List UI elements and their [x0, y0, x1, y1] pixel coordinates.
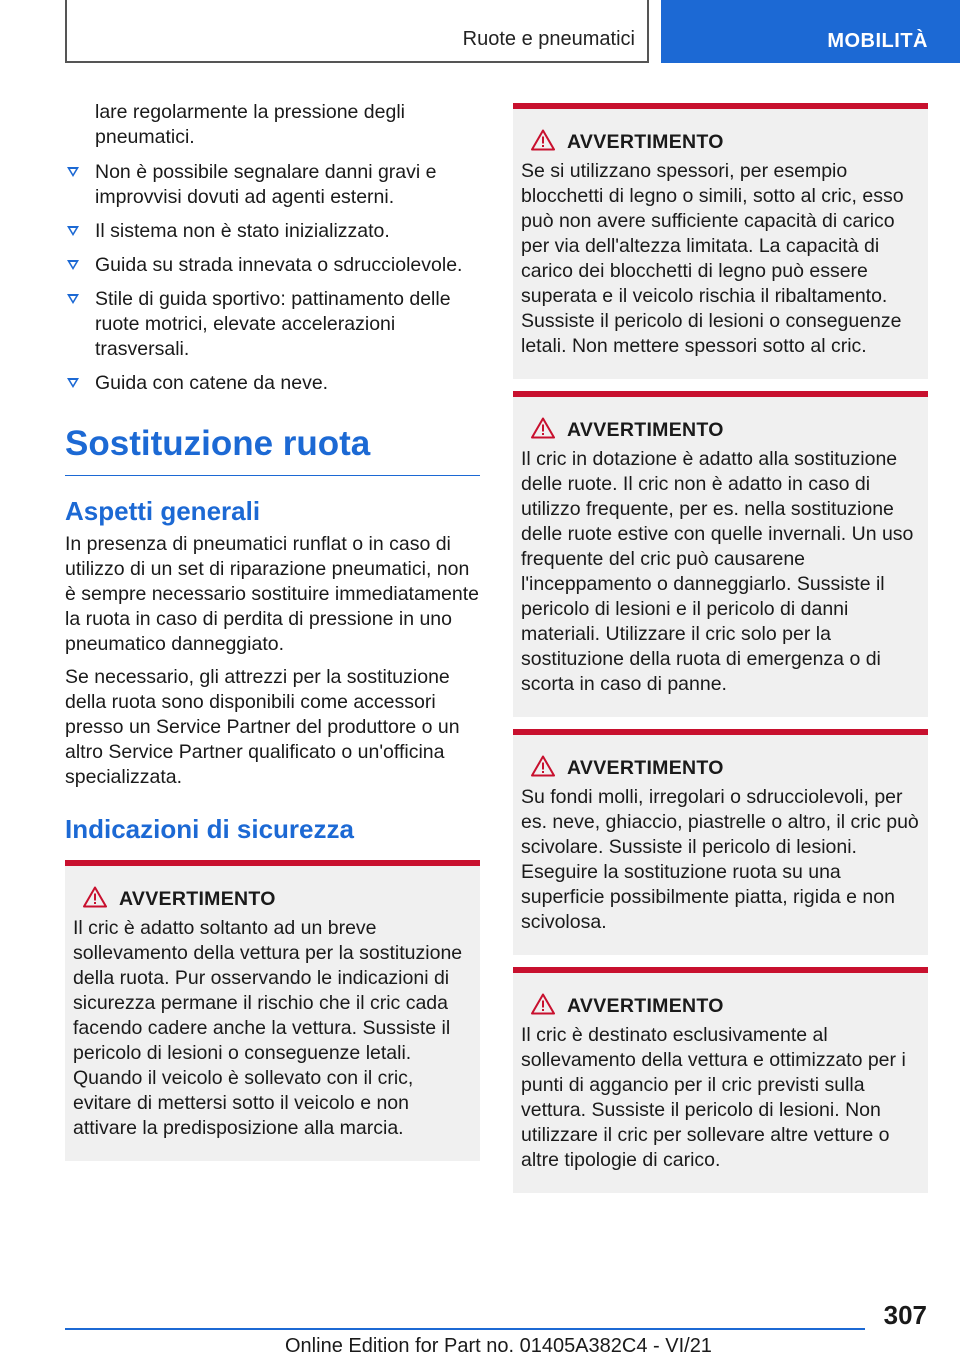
warning-box	[513, 391, 928, 717]
bullet-triangle-icon	[67, 294, 79, 304]
warning-body: Il cric è destinato esclusivamente al sollevamento della vettura e ottimizzato per i punti di aggancio per il cric previsti sulla vettura. Sussiste il pericolo di lesioni. Non utilizzare il cric per sollevare altre vetture o altre tipologie di carico.	[521, 1024, 906, 1171]
list-item	[65, 371, 480, 396]
bullet-text: Guida su strada innevata o sdrucciolevole.	[95, 254, 463, 276]
paragraph: In presenza di pneumatici runflat o in caso di utilizzo di un set di riparazione pneumatici, non è sempre necessario sostituire immediatamente la ruota in caso di perdita di pressione in uno pneumatico danneggiato.	[65, 533, 480, 655]
left-column	[65, 100, 480, 1161]
right-column	[513, 103, 928, 1193]
list-item	[65, 160, 480, 210]
warning-body: Se si utilizzano spessori, per esempio blocchetti di legno o simili, sotto al cric, esso può non avere sufficiente capacità di carico per via dell'altezza limitata. La capacità di carico dei blocchetti di legno può essere superata e il veicolo rischia il ribaltamento. Sussiste il pericolo di lesioni o conseguenze letali. Non mettere spessori sotto al cric.	[521, 160, 904, 357]
warning-header	[73, 886, 472, 914]
warning-title: AVVERTIMENTO	[119, 888, 276, 910]
warning-header	[521, 417, 920, 445]
paragraph: Se necessario, gli attrezzi per la sostituzione della ruota sono disponibili come accessori presso un Service Partner del produttore o un altro Service Partner qualificato o un'officina specializzata.	[65, 666, 460, 788]
list-item	[65, 253, 480, 278]
warning-box	[513, 967, 928, 1193]
warning-box	[65, 860, 480, 1161]
warning-triangle-icon	[83, 886, 107, 908]
warning-triangle-icon	[531, 129, 555, 151]
bullet-triangle-icon	[67, 226, 79, 236]
chapter-tab-label: MOBILITÀ	[827, 30, 928, 52]
bullet-text: Il sistema non è stato inizializzato.	[95, 220, 390, 242]
list-item	[65, 219, 480, 244]
warning-title: AVVERTIMENTO	[567, 995, 724, 1017]
bullet-text: Guida con catene da neve.	[95, 372, 329, 394]
bullet-triangle-icon	[67, 378, 79, 388]
subheading-general: Aspetti generali	[65, 496, 261, 526]
warning-body: Il cric è adatto soltanto ad un breve sollevamento della vettura per la sostituzione della ruota. Pur osservando le indicazioni di sicurezza permane il rischio che il cric cada facendo cadere anche la vettura. Sussiste il pericolo di lesioni o conseguenze letali. Quando il veicolo è sollevato con il cric, evitare di mettersi sotto il veicolo e non attivare la predisposizione alla marcia.	[73, 917, 463, 1139]
warning-box	[513, 729, 928, 955]
intro-continuation: lare regolarmente la pressione degli pneumatici.	[95, 101, 406, 148]
warning-body: Il cric in dotazione è adatto alla sostituzione delle ruote. Il cric non è adatto in caso di utilizzo frequente, per es. nella sostituzione delle ruote estive con quelle invernali. Un uso frequente del cric può causarene l'inceppamento o danneggiarlo. Sussiste il pericolo di lesioni e il pericolo di danni materiali. Utilizzare il cric solo per la sostituzione della ruota di emergenza o di scorta in caso di panne.	[521, 448, 914, 695]
warning-triangle-icon	[531, 755, 555, 777]
footer-edition: Online Edition for Part no. 01405A382C4 - VI/21	[285, 1335, 712, 1357]
chapter-tab[interactable]	[661, 0, 960, 63]
header-section-box	[65, 0, 649, 63]
bullet-text: Stile di guida sportivo: pattinamento delle ruote motrici, elevate accelerazioni trasversali.	[95, 288, 451, 360]
warning-title: AVVERTIMENTO	[567, 131, 724, 153]
section-title: Ruote e pneumatici	[462, 28, 635, 50]
bullet-text: Non è possibile segnalare danni gravi e improvvisi dovuti ad agenti esterni.	[95, 161, 437, 208]
warning-header	[521, 755, 920, 783]
warning-body: Su fondi molli, irregolari o sdrucciolevoli, per es. neve, ghiaccio, piastrelle o altro, il cric può scivolare. Sussiste il pericolo di lesioni. Eseguire la sostituzione ruota su una superficie possibilmente piatta, rigida e non scivolosa.	[521, 786, 919, 933]
warning-header	[521, 129, 920, 157]
bullet-triangle-icon	[67, 260, 79, 270]
warning-title: AVVERTIMENTO	[567, 419, 724, 441]
bullet-triangle-icon	[67, 167, 79, 177]
section-heading: Sostituzione ruota	[65, 422, 480, 476]
list-item	[65, 287, 480, 362]
warning-triangle-icon	[531, 417, 555, 439]
footer-divider	[65, 1328, 865, 1330]
warning-triangle-icon	[531, 993, 555, 1015]
bullet-list	[65, 160, 480, 396]
warning-box	[513, 103, 928, 379]
page-number: 307	[883, 1300, 927, 1330]
warning-header	[521, 993, 920, 1021]
subheading-safety: Indicazioni di sicurezza	[65, 814, 354, 844]
warning-title: AVVERTIMENTO	[567, 757, 724, 779]
